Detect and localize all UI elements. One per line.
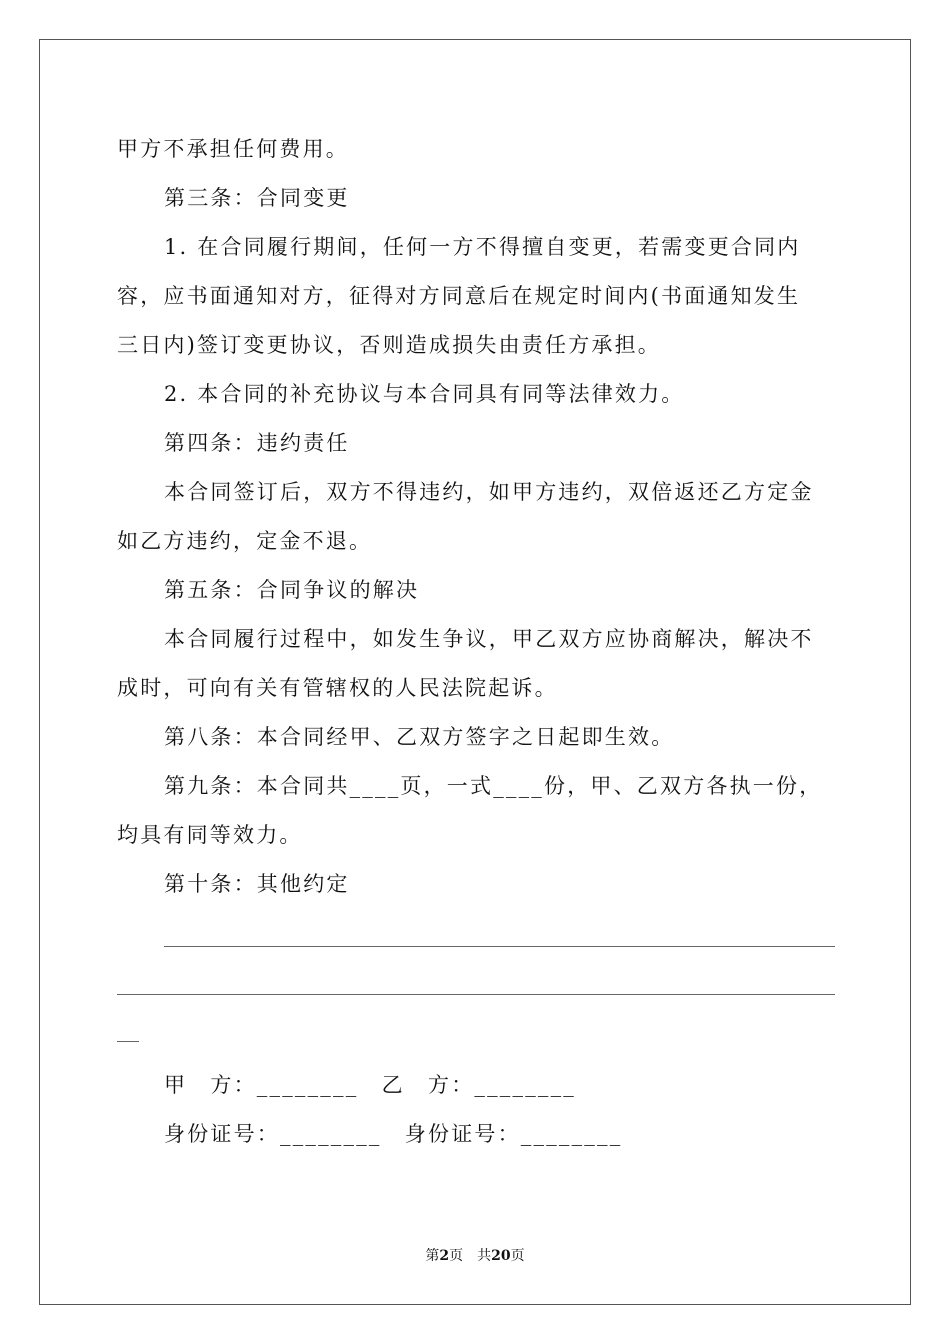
section-heading: 第五条：合同争议的解决 xyxy=(164,578,420,602)
footer-page-number: 2 xyxy=(439,1248,450,1264)
text-line: 成时，可向有关有管辖权的人民法院起诉。 xyxy=(117,676,558,700)
section-heading: 第十条：其他约定 xyxy=(164,872,350,896)
text-line: 第九条：本合同共____页，一式____份，甲、乙双方各执一份， xyxy=(164,774,823,798)
section-heading: 第三条：合同变更 xyxy=(164,186,350,210)
footer-page-mid: 页 共 xyxy=(449,1248,492,1264)
signature-id-line: 身份证号：________ 身份证号：________ xyxy=(164,1122,623,1146)
document-body xyxy=(117,125,835,1159)
signature-party-line: 甲 方：________ 乙 方：________ xyxy=(164,1073,576,1097)
section-heading: 第八条：本合同经甲、乙双方签字之日起即生效。 xyxy=(164,725,675,749)
text-line: 1. 在合同履行期间，任何一方不得擅自变更，若需变更合同内 xyxy=(164,235,801,259)
blank-rule-row xyxy=(117,1021,835,1061)
text-line: 均具有同等效力。 xyxy=(117,823,303,847)
blank-rule-row xyxy=(117,965,835,1021)
section-heading: 第四条：违约责任 xyxy=(164,431,350,455)
page-footer xyxy=(0,1245,950,1265)
text-line: 本合同签订后，双方不得违约，如甲方违约，双倍返还乙方定金 xyxy=(164,480,814,504)
blank-rule-row xyxy=(117,909,835,965)
text-line: 本合同履行过程中，如发生争议，甲乙双方应协商解决，解决不 xyxy=(164,627,814,651)
text-line: 三日内)签订变更协议，否则造成损失由责任方承担。 xyxy=(117,333,661,357)
blank-rule xyxy=(164,946,835,947)
text-line: 甲方不承担任何费用。 xyxy=(117,137,349,161)
blank-rule xyxy=(117,994,835,995)
text-line: 如乙方违约，定金不退。 xyxy=(117,529,373,553)
text-line: 2. 本合同的补充协议与本合同具有同等法律效力。 xyxy=(164,382,685,406)
footer-page-prefix: 第 xyxy=(425,1248,440,1264)
footer-total-pages: 20 xyxy=(491,1248,511,1264)
blank-rule xyxy=(117,1041,139,1042)
text-line: 容，应书面通知对方，征得对方同意后在规定时间内(书面通知发生 xyxy=(117,284,801,308)
footer-page-suffix: 页 xyxy=(510,1248,525,1264)
